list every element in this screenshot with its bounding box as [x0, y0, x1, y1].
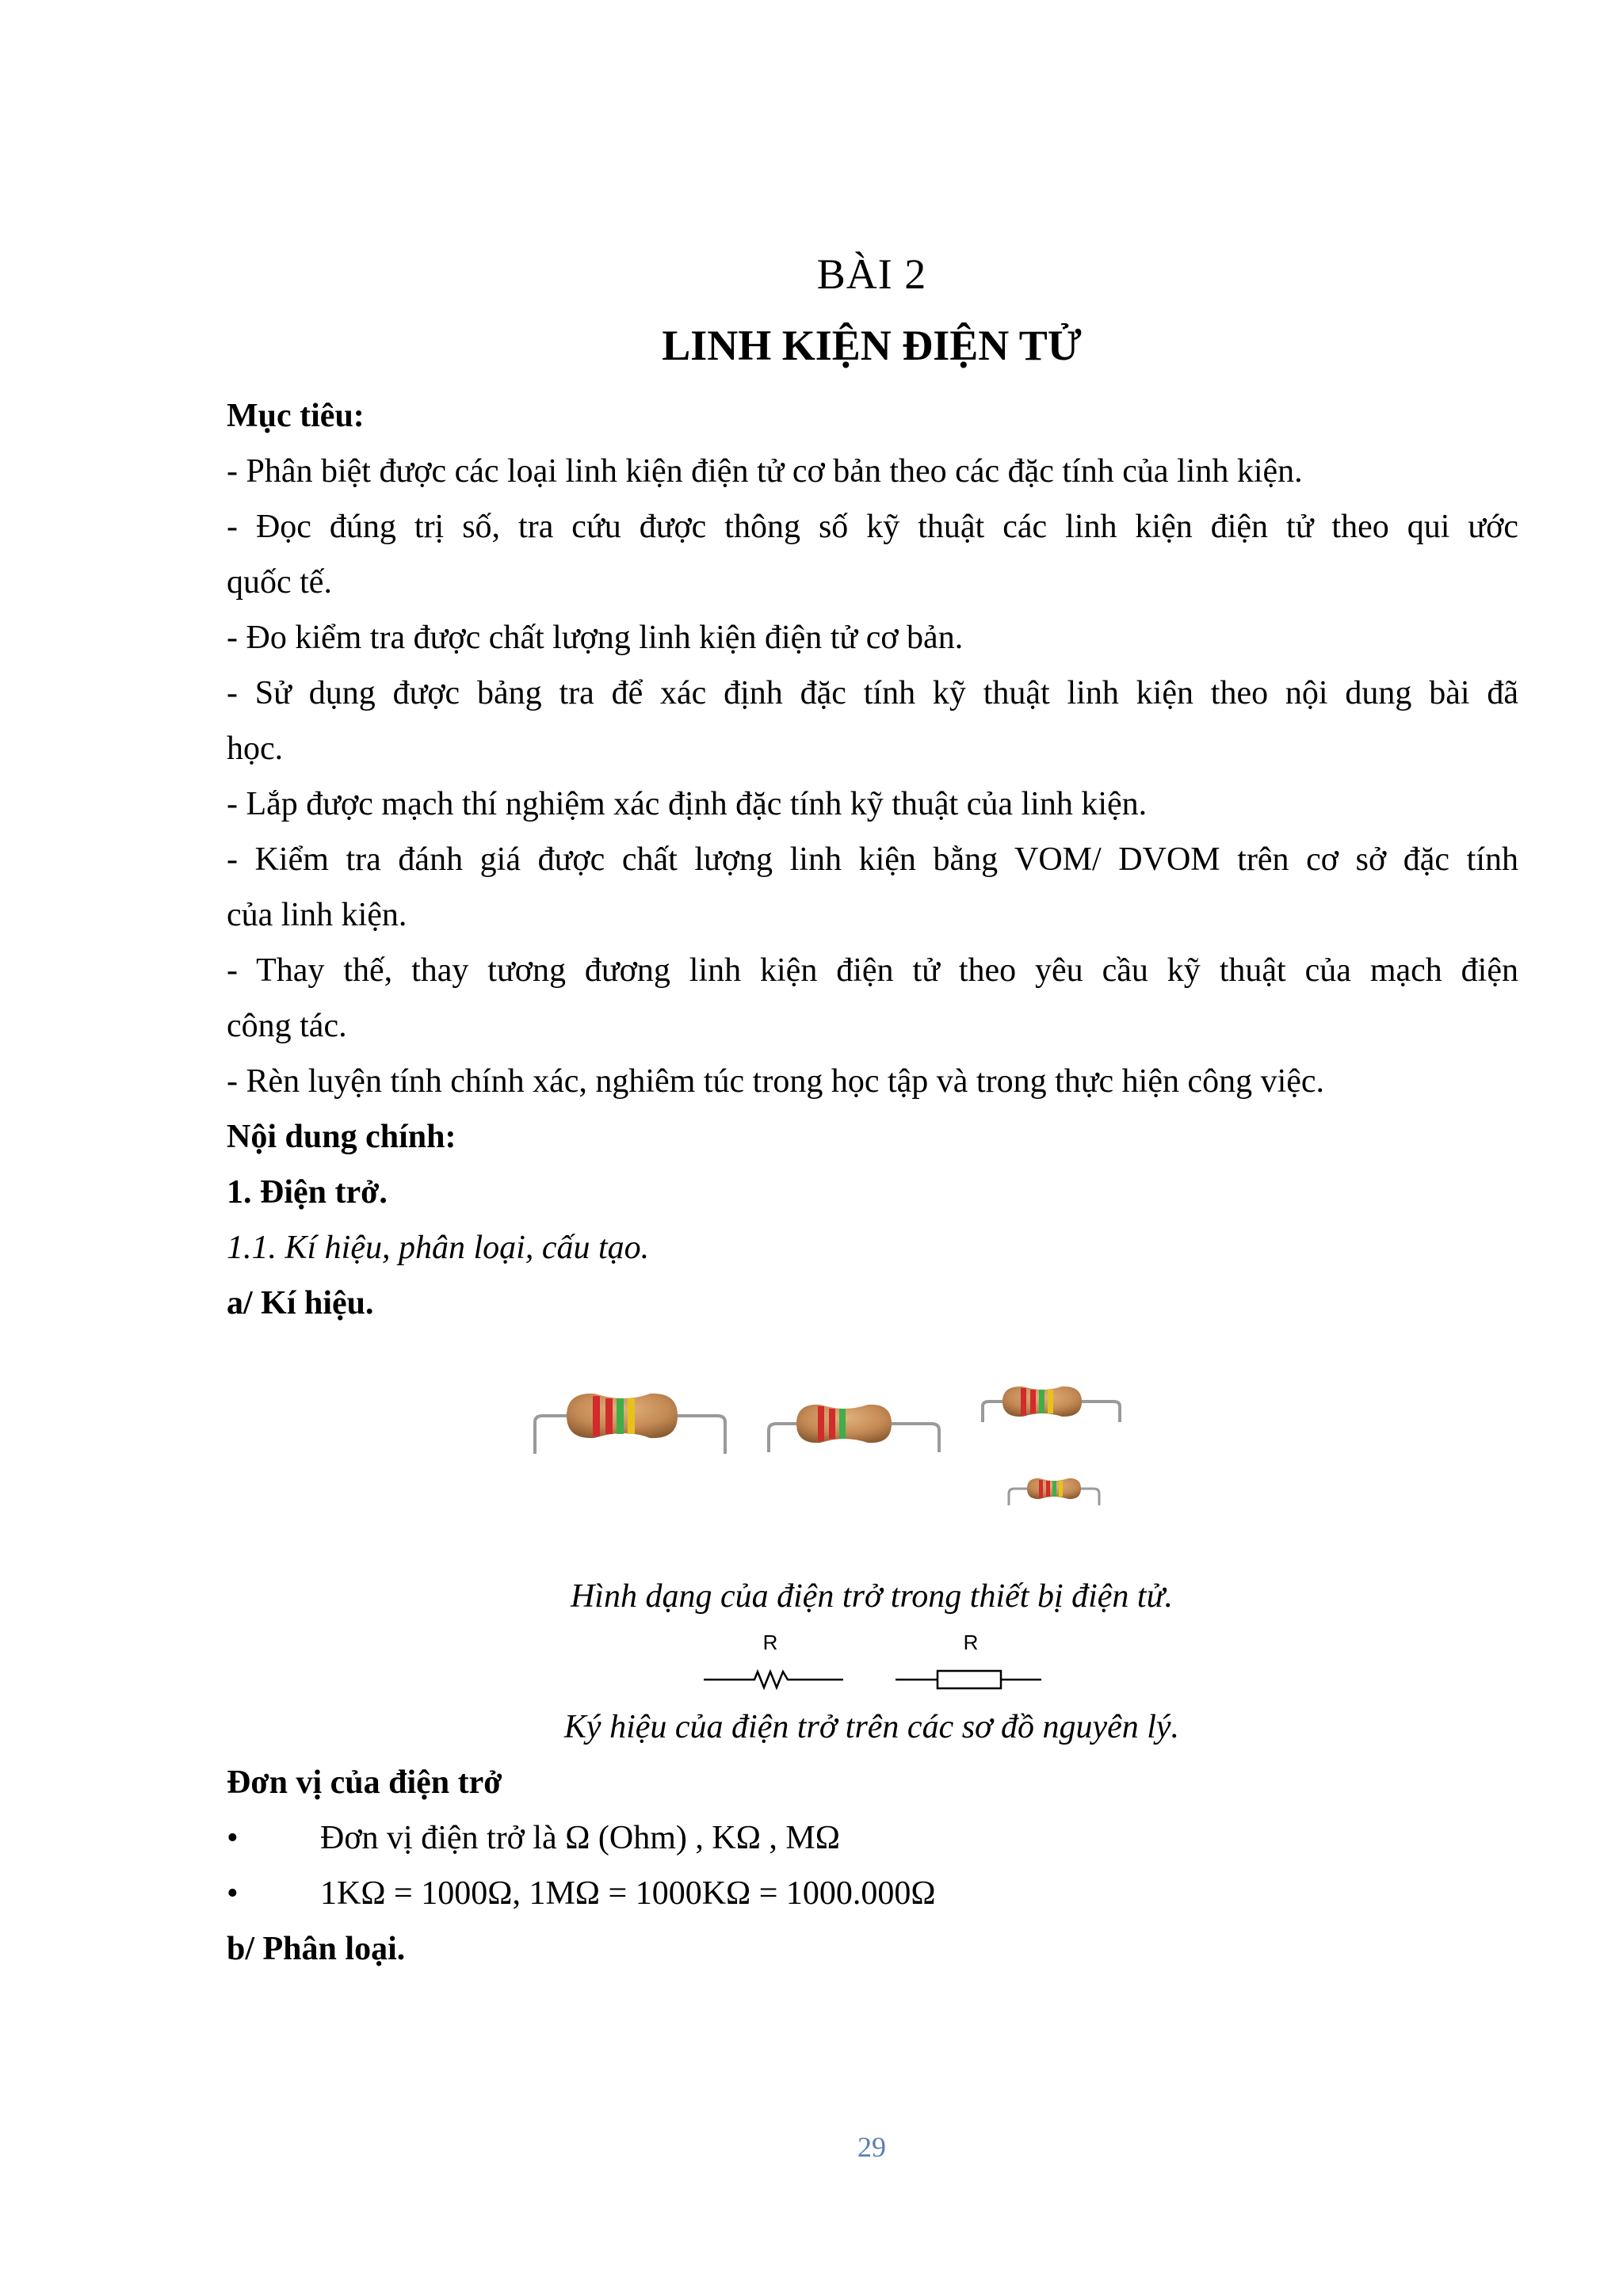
units-heading: Đơn vị của điện trở	[227, 1764, 502, 1801]
box-resistor-symbol	[896, 1671, 1041, 1688]
objective-line-10: - Thay thế, thay tương đương linh kiện điện tử theo yêu cầu kỹ thuật của mạch điện	[227, 952, 1518, 989]
units-item-2: 1KΩ = 1000Ω, 1MΩ = 1000KΩ = 1000.000Ω	[320, 1875, 936, 1912]
objective-line-1: - Phân biệt được các loại linh kiện điện tử cơ bản theo các đặc tính của linh kiện.	[227, 453, 1303, 490]
lesson-number: BÀI 2	[816, 250, 927, 298]
part-b-heading: b/ Phân loại.	[227, 1931, 406, 1967]
page-number: 29	[857, 2131, 886, 2163]
objective-line-6: học.	[227, 730, 284, 767]
objective-line-9: của linh kiện.	[227, 897, 407, 933]
objective-line-12: - Rèn luyện tính chính xác, nghiêm túc trong học tập và trong thực hiện công việc.	[227, 1063, 1325, 1100]
subsection-heading-1-1: 1.1. Kí hiệu, phân loại, cấu tạo.	[227, 1230, 650, 1266]
bullet-icon: •	[227, 1820, 239, 1856]
resistor-small	[983, 1386, 1120, 1422]
objective-line-5: - Sử dụng được bảng tra để xác định đặc tính kỹ thuật linh kiện theo nội dung bài đã	[227, 675, 1518, 711]
main-content-heading: Nội dung chính:	[227, 1119, 456, 1155]
resistor-large	[535, 1394, 725, 1454]
bullet-icon: •	[227, 1875, 239, 1912]
resistor-tiny	[1009, 1478, 1099, 1505]
objective-line-7: - Lắp được mạch thí nghiệm xác định đặc tính kỹ thuật của linh kiện.	[227, 786, 1148, 822]
objective-line-4: - Đo kiểm tra được chất lượng linh kiện điện tử cơ bản.	[227, 620, 964, 656]
symbol-caption: Ký hiệu của điện trở trên các sơ đồ nguyên lý.	[563, 1709, 1180, 1745]
resistor-medium	[769, 1405, 939, 1452]
objective-line-8: - Kiểm tra đánh giá được chất lượng linh kiện bằng VOM/ DVOM trên cơ sở đặc tính	[227, 841, 1518, 878]
photo-caption: Hình dạng của điện trở trong thiết bị điện tử.	[570, 1578, 1174, 1615]
symbol-label-box: R	[963, 1630, 979, 1654]
units-item-1: Đơn vị điện trở là Ω (Ohm) , KΩ , MΩ	[320, 1820, 840, 1856]
objectives-heading: Mục tiêu:	[227, 398, 365, 434]
section-heading-1: 1. Điện trở.	[227, 1174, 388, 1211]
lesson-title: LINH KIỆN ĐIỆN TỬ	[662, 322, 1082, 369]
resistor-photos	[523, 1375, 1157, 1517]
part-a-heading: a/ Kí hiệu.	[227, 1285, 374, 1322]
zigzag-resistor-symbol	[704, 1672, 843, 1688]
objective-line-3: quốc tế.	[227, 564, 332, 601]
objective-line-2: - Đọc đúng trị số, tra cứu được thông số kỹ thuật các linh kiện điện tử theo qui ước	[227, 509, 1518, 545]
symbol-label-zigzag: R	[762, 1630, 778, 1654]
objective-line-11: công tác.	[227, 1008, 347, 1044]
resistor-symbols	[697, 1626, 1046, 1697]
